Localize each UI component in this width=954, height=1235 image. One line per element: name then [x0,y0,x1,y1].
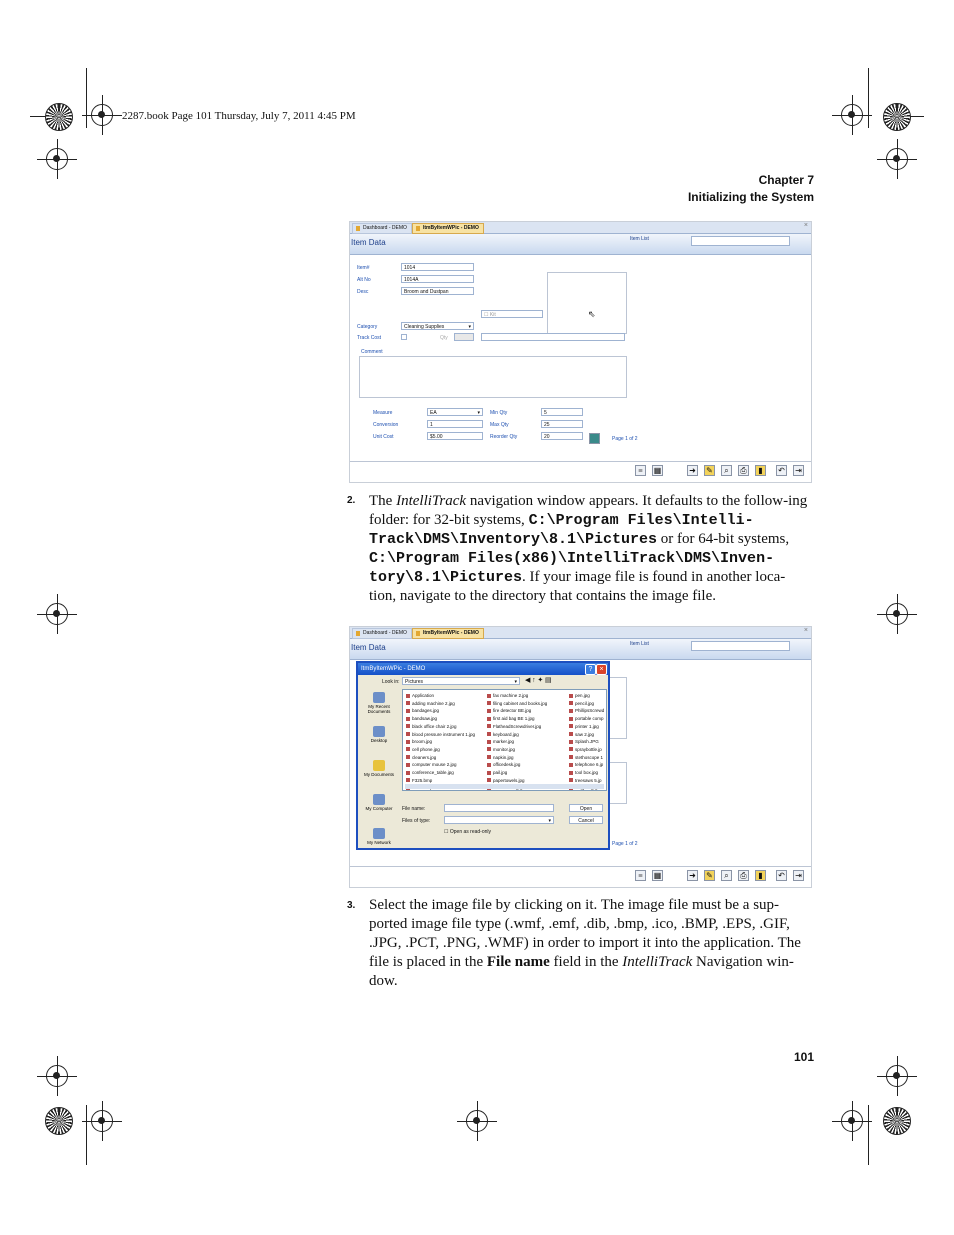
comment-field[interactable] [359,356,627,398]
form-title-bar [350,234,811,255]
search-icon[interactable]: ⌕ [721,870,732,881]
undo-icon[interactable]: ↶ [776,465,787,476]
look-in-select[interactable]: Pictures ▾ [402,677,520,685]
header-meta: 2287.book Page 101 Thursday, July 7, 2011 4:45 PM [122,110,356,122]
file-item[interactable]: conference_table.jpg [405,769,475,777]
file-column-3 [568,692,606,792]
file-item[interactable]: pen.jpg [568,692,606,700]
read-only-checkbox[interactable]: ☐ Open as read-only [444,829,492,835]
file-item[interactable]: Splash.JPG [568,738,606,746]
close-icon[interactable]: × [803,222,808,229]
conversion-label: Conversion [373,422,399,428]
close-icon[interactable]: × [803,627,808,634]
list-icon[interactable]: ≡ [635,465,646,476]
tab-item-by-item[interactable]: ItmByItemWPic - DEMO [412,223,484,234]
file-item[interactable]: pencil.jpg [568,700,606,708]
file-item[interactable]: F325.bmp [405,777,475,785]
kit-checkbox[interactable]: ☐ Kit [481,310,543,318]
file-item[interactable]: FlatheadScrewdriver.jpg [486,723,547,731]
reorder-qty-field[interactable]: 20 [541,432,583,440]
comment-label: Comment [361,349,383,355]
chapter-label: Chapter 7 [758,173,814,187]
look-in-label: Look in: [382,679,400,685]
page-number: 101 [793,1050,814,1064]
delete-icon[interactable]: ▮ [755,465,766,476]
page-indicator: Page 1 of 2 [612,841,638,847]
print-icon[interactable]: ⎙ [738,465,749,476]
crop-mark [868,1105,869,1165]
form-title: Item Data [351,643,386,652]
registration-mark [886,603,908,625]
search-icon[interactable]: ⌕ [721,465,732,476]
file-item[interactable]: first aid bag BE 1.jpg [486,715,547,723]
item-list-select[interactable] [691,641,790,651]
form-toolbar [350,866,811,885]
exit-icon[interactable]: ⇥ [793,870,804,881]
file-item[interactable]: Application [405,692,475,700]
file-list[interactable] [402,689,607,791]
file-item[interactable]: PhillipsScrewd [568,707,606,715]
starburst-mark [883,1107,911,1135]
file-item[interactable]: treesaws 5.jp [568,777,606,785]
file-item[interactable]: adding machine 2.jpg [405,700,475,708]
qty-label: Qty [440,335,448,341]
registration-mark [886,148,908,170]
horizontal-scrollbar[interactable] [405,784,604,789]
file-item[interactable]: blood pressure instrument 1.jpg [405,731,475,739]
file-item[interactable]: computer mouse 2.jpg [405,761,475,769]
item-data-screenshot [349,221,812,483]
form-title: Item Data [351,238,386,247]
file-item[interactable]: fax machine 2.jpg [486,692,547,700]
track-cost-label: Track Cost [357,335,381,341]
category-select[interactable]: Cleaning Supplies ▾ [401,322,474,330]
min-qty-label: Min Qty [490,410,508,416]
tab-dashboard[interactable]: Dashboard - DEMO [352,223,412,234]
grid-icon[interactable] [589,433,600,444]
file-item[interactable]: broom.jpg [405,738,475,746]
next-arrow-icon[interactable]: ➜ [687,465,698,476]
file-item[interactable]: filing cabinet and books.jpg [486,700,547,708]
help-button[interactable]: ? [585,664,596,675]
open-button[interactable]: Open [569,804,603,812]
registration-mark [841,104,863,126]
form-title-bar [350,639,811,660]
form-toolbar [350,461,811,480]
file-column-2 [486,692,547,792]
calendar-icon[interactable]: ▦ [653,466,662,475]
chapter-heading [688,172,814,206]
file-item[interactable]: bandsaw.jpg [405,715,475,723]
file-item[interactable]: saw 2.jpg [568,731,606,739]
min-qty-field[interactable]: 5 [541,408,583,416]
undo-icon[interactable]: ↶ [776,870,787,881]
unit-cost-field[interactable]: $5.00 [427,432,483,440]
tab-bar [350,222,811,234]
reorder-qty-label: Reorder Qty [490,434,518,440]
registration-mark [46,1065,68,1087]
item-list-label: Item List [630,641,649,647]
item-list-select[interactable] [691,236,790,246]
tab-item-by-item[interactable]: ItmByItemWPic - DEMO [412,628,484,639]
cancel-button[interactable]: Cancel [569,816,603,824]
qty-field[interactable] [454,333,474,341]
dialog-title-bar: ItmByItemWPic - DEMO ? × [358,663,608,675]
list-icon[interactable]: ≡ [635,870,646,881]
tab-dashboard[interactable]: Dashboard - DEMO [352,628,412,639]
crop-mark [86,1105,87,1165]
registration-mark [886,1065,908,1087]
track-cost-checkbox[interactable] [401,334,407,340]
next-arrow-icon[interactable]: ➜ [687,870,698,881]
registration-mark [91,104,113,126]
file-item[interactable]: tool box.jpg [568,769,606,777]
file-name-input[interactable] [444,804,554,812]
place-computer[interactable]: My Computer [360,794,398,826]
desc-field[interactable]: Broom and Dustpan [401,287,474,295]
conversion-field[interactable]: 1 [427,420,483,428]
item-field[interactable]: 1014 [401,263,474,271]
file-name-label: File name: [402,806,426,812]
max-qty-field[interactable]: 25 [541,420,583,428]
dialog-close-button[interactable]: × [596,664,607,675]
file-item[interactable]: portable comp [568,715,606,723]
file-item[interactable]: printer 1.jpg [568,723,606,731]
file-item[interactable]: black office chair 2.jpg [405,723,475,731]
file-item[interactable]: bandages.jpg [405,707,475,715]
registration-mark [91,1110,113,1132]
place-network[interactable]: My Network [360,828,398,860]
file-column-1 [405,692,475,792]
file-item[interactable]: cleaners.jpg [405,754,475,762]
file-dialog-screenshot [349,626,812,888]
tab-bar [350,627,811,639]
place-recent[interactable]: My Recent Documents [360,692,398,724]
nav-icons[interactable]: ◀ ↑ ✦ ▤ [525,676,552,684]
file-item[interactable]: stethoscope 1 [568,754,606,762]
file-item[interactable]: keyboard.jpg [486,731,547,739]
registration-mark [46,148,68,170]
file-item[interactable]: fire detector BE.jpg [486,707,547,715]
file-item[interactable]: pail.jpg [486,769,547,777]
step-3-text: Select the image file by clicking on it. The image file must be a sup-ported image file type (.wmf, .emf, .dib, .bmp, .ico, .BMP, .EPS, .GIF, .JPG, .PCT, .PNG, .WMF) in order to import it into the application. The file is placed in the File name field in the IntelliTrack Navigation win-dow. [369,897,801,989]
starburst-mark [45,1107,73,1135]
file-item[interactable]: napkin.jpg [486,754,547,762]
print-icon[interactable]: ⎙ [738,870,749,881]
max-qty-label: Max Qty [490,422,509,428]
registration-mark [466,1110,488,1132]
file-type-select[interactable]: ▾ [444,816,554,824]
alt-label: Alt No [357,277,371,283]
cursor-icon: ⇖ [588,309,596,319]
registration-mark [841,1110,863,1132]
places-bar [360,690,398,860]
step-number: 3. [347,900,356,911]
measure-label: Measure [373,410,393,416]
exit-icon[interactable]: ⇥ [793,465,804,476]
file-type-label: Files of type: [402,818,431,824]
edit-icon[interactable]: ✎ [704,870,715,881]
crop-mark [868,68,869,128]
desc-label: Desc [357,289,369,295]
cost-field[interactable] [481,333,625,341]
delete-icon[interactable]: ▮ [755,870,766,881]
category-label: Category [357,324,378,330]
item-list-label: Item List [630,236,649,242]
place-desktop[interactable]: Desktop [360,726,398,758]
page-indicator: Page 1 of 2 [612,436,638,442]
file-item[interactable]: marker.jpg [486,738,547,746]
place-documents[interactable]: My Documents [360,760,398,792]
file-item[interactable]: monitor.jpg [486,746,547,754]
measure-select[interactable]: EA ▾ [427,408,483,416]
step-2-text: The IntelliTrack navigation window appears. It defaults to the follow-ing folder: for 32-bit systems, C:\Program Files\Intelli-Track\DMS\Inventory\8.1\Pictures or for 64-bit systems, C:\Program Files(x86)\IntelliTrack\DMS\Inven-tory\8.1\Pictures. If your image file is found in another loca-tion, navigate to the directory that contains the image file. [369,493,808,604]
file-item[interactable]: officedesk.jpg [486,761,547,769]
crop-mark [86,68,87,128]
open-file-dialog [356,661,610,850]
registration-mark [46,603,68,625]
picture-box[interactable] [547,272,627,334]
file-item[interactable]: cell phone.jpg [405,746,475,754]
step-number: 2. [347,495,356,506]
unit-cost-label: Unit Cost [373,434,394,440]
starburst-mark [45,103,73,131]
item-label: Item# [357,265,370,271]
edit-icon[interactable]: ✎ [704,465,715,476]
file-item[interactable]: telephone 6.jp [568,761,606,769]
calendar-icon[interactable]: ▦ [653,871,662,880]
file-item[interactable]: papertowels.jpg [486,777,547,785]
starburst-mark [883,103,911,131]
file-item[interactable]: spraybottle.jp [568,746,606,754]
alt-field[interactable]: 1014A [401,275,474,283]
chapter-title: Initializing the System [687,190,814,204]
